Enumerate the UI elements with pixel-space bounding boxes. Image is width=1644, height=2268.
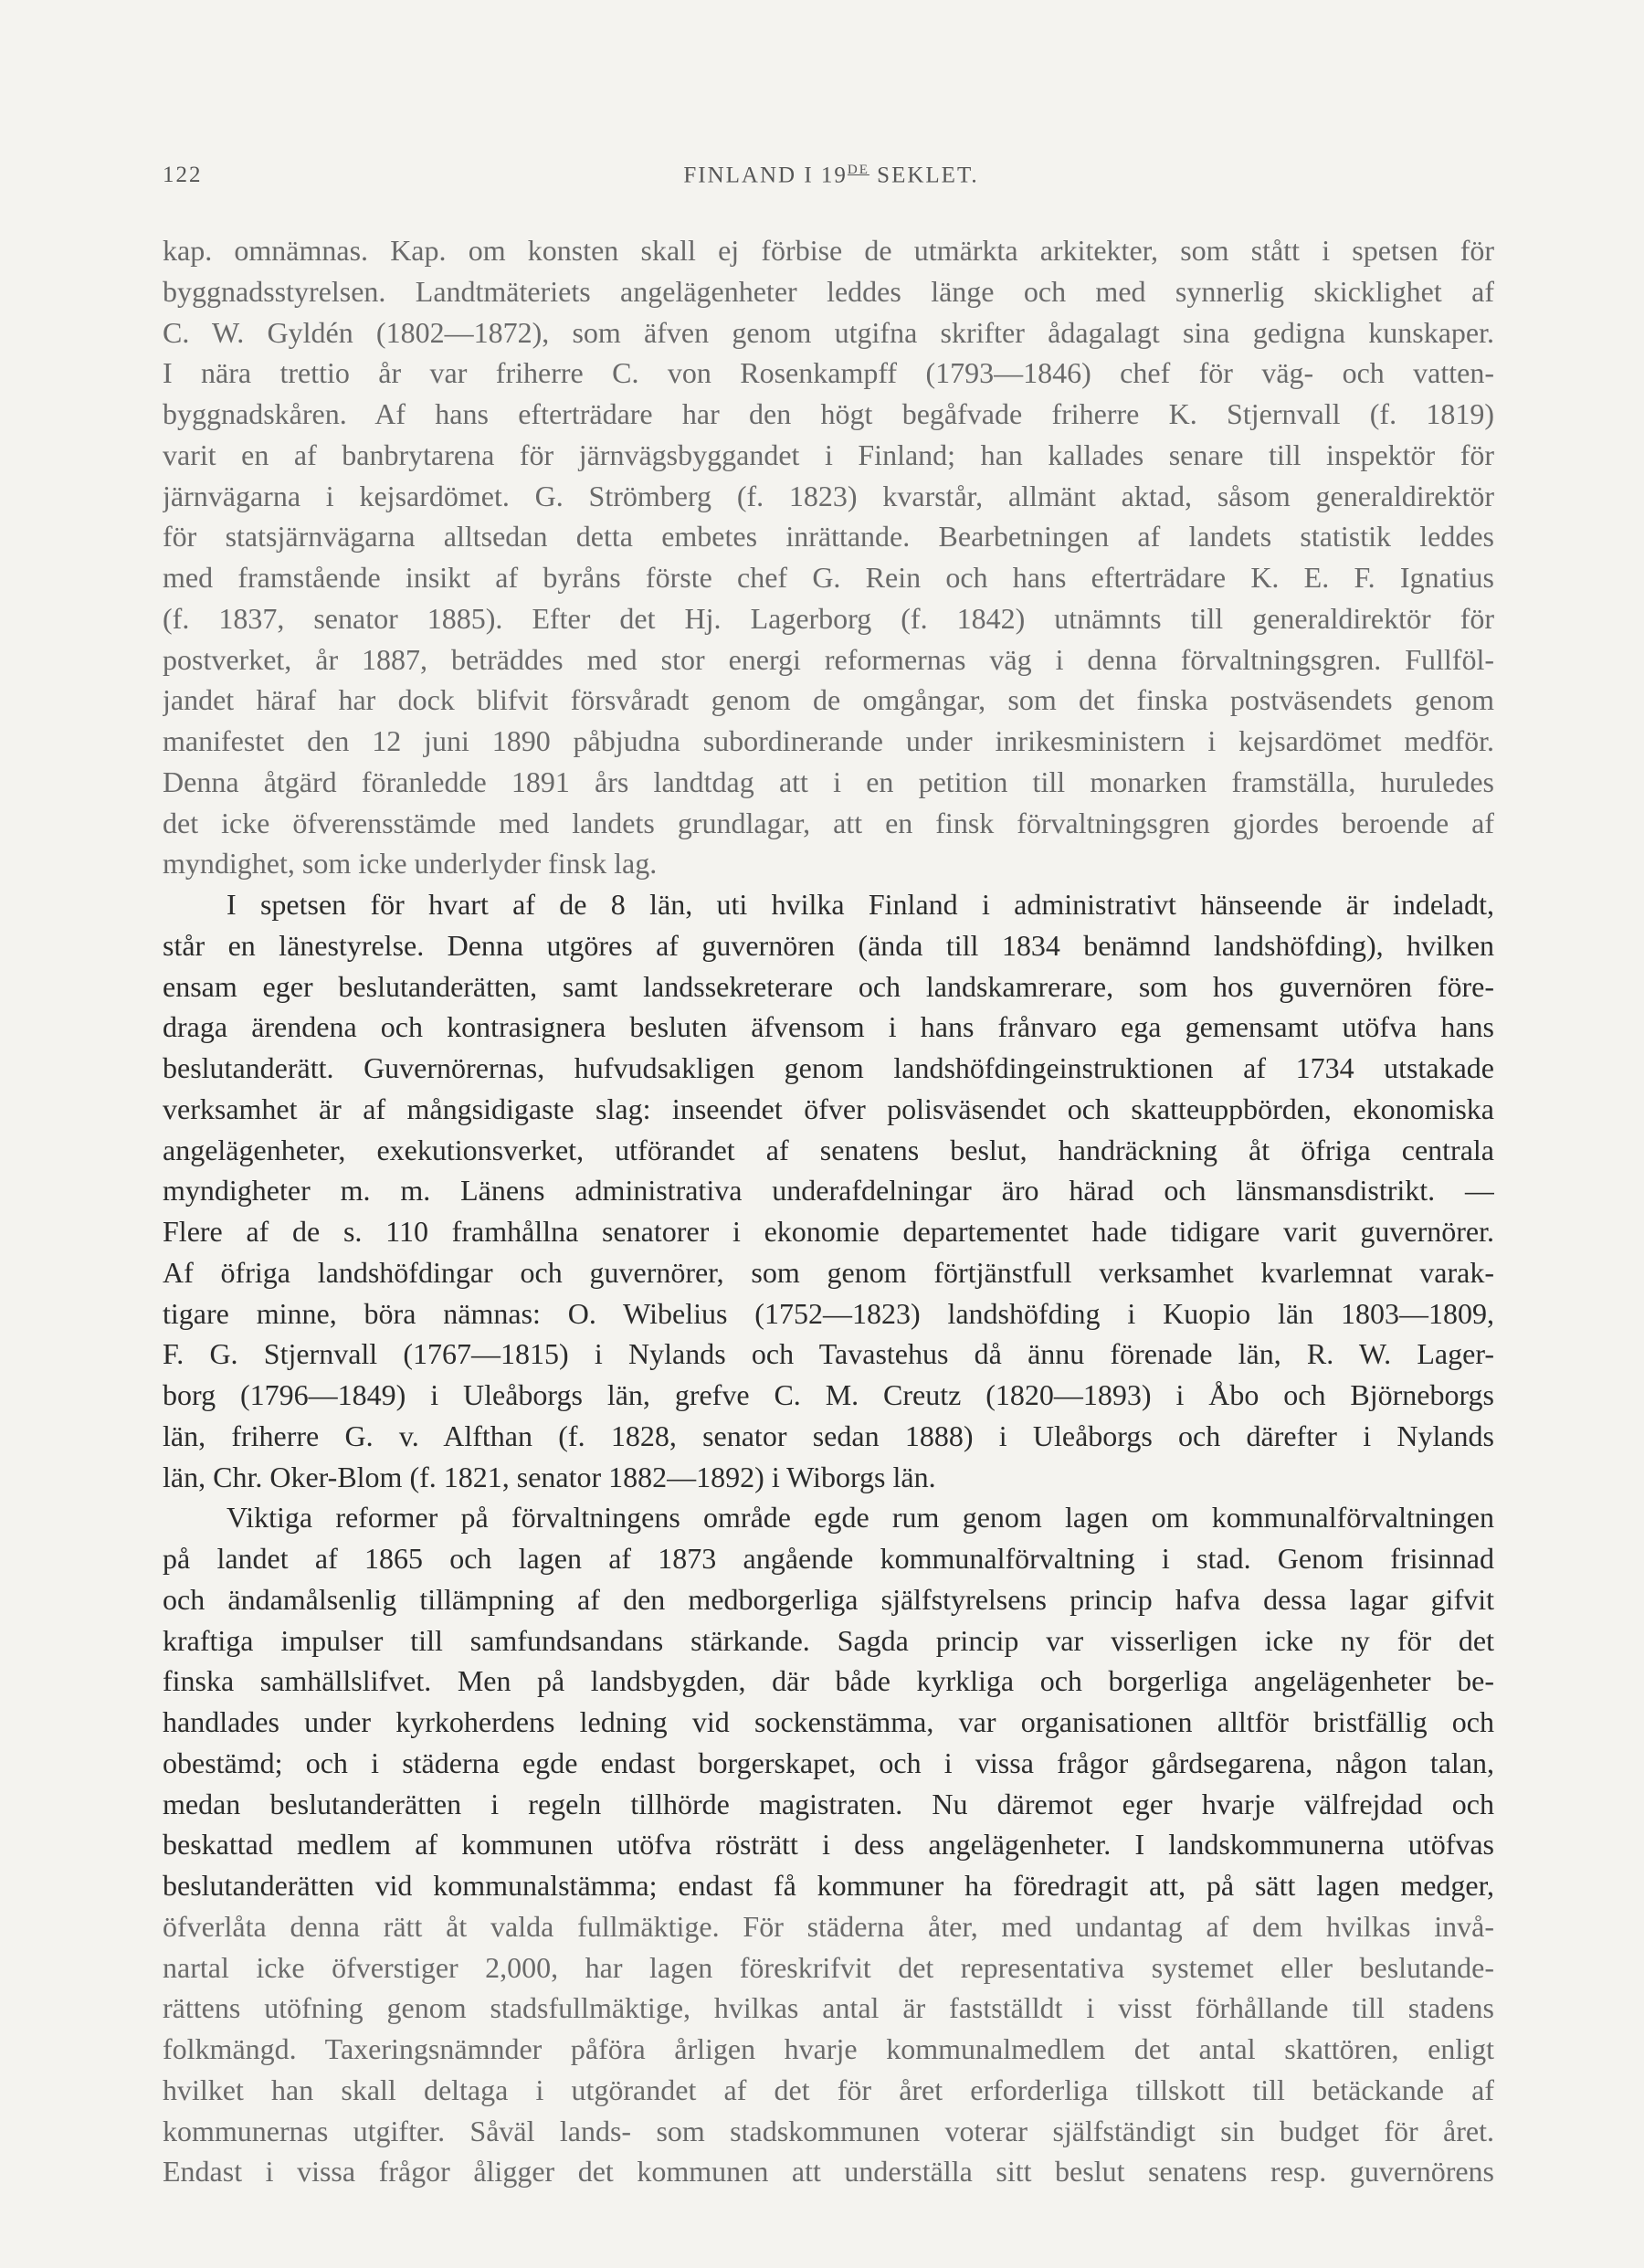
text-line: och ändamålsenlig tillämpning af den medborgerliga själfstyrelsens princip hafva dessa lagar gifvit xyxy=(163,1582,1494,1616)
running-title-superscript: DE xyxy=(847,163,869,177)
text-line: I nära trettio år var friherre C. von Rosenkampff (1793—1846) chef för väg- och vatten- xyxy=(163,356,1494,390)
text-line: beslutanderätt. Guvernörernas, hufvudsakligen genom landshöfdingeinstruktionen af 1734 utstakade xyxy=(163,1051,1494,1084)
text-line: myndighet, som icke underlyder finsk lag. xyxy=(163,847,658,881)
text-line: Flere af de s. 110 framhållna senatorer i ekonomie departementet hade tidigare varit guvernörer. xyxy=(163,1215,1494,1248)
text-line: Denna åtgärd föranledde 1891 års landtdag att i en petition till monarken framställa, huruledes xyxy=(163,765,1494,798)
text-line: I spetsen för hvart af de 8 län, uti hvilka Finland i administrativt hänseende är indeladt, xyxy=(227,888,1494,921)
text-line: C. W. Gyldén (1802—1872), som äfven genom utgifna skrifter ådagalagt sina gedigna kunskaper. xyxy=(163,315,1494,349)
text-line: myndigheter m. m. Länens administrativa underafdelningar äro härad och länsmansdistrikt. — xyxy=(163,1174,1494,1208)
text-line: tigare minne, böra nämnas: O. Wibelius (1752—1823) landshöfding i Kuopio län 1803—1809, xyxy=(163,1296,1494,1330)
text-line: medan beslutanderätten i regeln tillhörde magistraten. Nu däremot eger hvarje välfrejdad och xyxy=(163,1787,1494,1820)
text-line: med framstående insikt af byråns förste chef G. Rein och hans efterträdare K. E. F. Ignatius xyxy=(163,561,1494,594)
text-line: folkmängd. Taxeringsnämnder påföra årligen hvarje kommunalmedlem det antal skattören, enligt xyxy=(163,2032,1494,2065)
text-line: står en länestyrelse. Denna utgöres af guvernören (ända till 1834 benämnd landshöfding), hvilken xyxy=(163,928,1494,962)
running-title-suffix: SEKLET. xyxy=(869,163,979,188)
text-line: obestämd; och i städerna egde endast borgerskapet, och i vissa frågor gårdsegarena, någon talan, xyxy=(163,1746,1494,1779)
text-line: postverket, år 1887, beträddes med stor energi reformernas väg i denna förvaltningsgren. Fullföl- xyxy=(163,642,1494,676)
text-line: län, friherre G. v. Alfthan (f. 1828, senator sedan 1888) i Uleåborgs och därefter i Nylands xyxy=(163,1419,1494,1452)
text-line: järnvägarna i kejsardömet. G. Strömberg (f. 1823) kvarstår, allmänt aktad, såsom generaldirektör xyxy=(163,479,1494,512)
text-line: län, Chr. Oker-Blom (f. 1821, senator 1882—1892) i Wiborgs län. xyxy=(163,1460,936,1493)
text-line: Af öfriga landshöfdingar och guvernörer, som genom förtjänstfull verksamhet kvarlemnat varak- xyxy=(163,1255,1494,1289)
text-line: öfverlåta denna rätt åt valda fullmäktige. För städerna åter, med undantag af dem hvilkas invå- xyxy=(163,1909,1494,1943)
text-line: kap. omnämnas. Kap. om konsten skall ej förbise de utmärkta arkitekter, som stått i spetsen för xyxy=(163,234,1494,267)
text-line: jandet häraf har dock blifvit försvåradt genom de omgångar, som det finska postväsendets genom xyxy=(163,683,1494,717)
text-line: finska samhällslifvet. Men på landsbygden, där både kyrkliga och borgerliga angelägenheter be- xyxy=(163,1664,1494,1698)
text-line: kommunernas utgifter. Såväl lands- som stadskommunen voterar själfständigt sin budget för året. xyxy=(163,2114,1494,2147)
text-line: byggnadskåren. Af hans efterträdare har den högt begåfvade friherre K. Stjernvall (f. 1819) xyxy=(163,397,1494,430)
text-line: ensam eger beslutanderätten, samt landssekreterare och landskamrerare, som hos guvernören före- xyxy=(163,969,1494,1003)
text-line: F. G. Stjernvall (1767—1815) i Nylands och Tavastehus då ännu förenade län, R. W. Lager- xyxy=(163,1337,1494,1371)
text-line: manifestet den 12 juni 1890 påbjudna subordinerande under inrikesministern i kejsardömet medför. xyxy=(163,724,1494,757)
text-line: draga ärendena och kontrasignera besluten äfvensom i hans frånvaro ega gemensamt utöfva hans xyxy=(163,1010,1494,1044)
text-line: för statsjärnvägarna alltsedan detta embetes inrättande. Bearbetningen af landets statistik leddes xyxy=(163,520,1494,554)
text-line: på landet af 1865 och lagen af 1873 angående kommunalförvaltning i stad. Genom frisinnad xyxy=(163,1542,1494,1575)
text-line: beslutanderätten vid kommunalstämma; endast få kommuner ha föredragit att, på sätt lagen medger, xyxy=(163,1869,1494,1902)
text-line xyxy=(163,2192,1494,2233)
running-title xyxy=(163,163,1500,188)
text-line: borg (1796—1849) i Uleåborgs län, grefve C. M. Creutz (1820—1893) i Åbo och Björneborgs xyxy=(163,1378,1494,1411)
text-line: (f. 1837, senator 1885). Efter det Hj. Lagerborg (f. 1842) utnämnts till generaldirektör för xyxy=(163,601,1494,635)
text-line: nartal icke öfverstiger 2,000, har lagen föreskrifvit det representativa systemet eller beslutande- xyxy=(163,1950,1494,1984)
running-title-text: FINLAND I 19 xyxy=(683,163,848,188)
text-line: angelägenheter, exekutionsverket, utförandet af senatens beslut, handräckning åt öfriga centrala xyxy=(163,1133,1494,1166)
running-header xyxy=(163,163,1500,199)
text-line: rättens utöfning genom stadsfullmäktige, hvilkas antal är fastställdt i visst förhållande till stadens xyxy=(163,1991,1494,2025)
text-line: handlades under kyrkoherdens ledning vid sockenstämma, var organisationen alltför bristfällig och xyxy=(163,1705,1494,1738)
text-line: hvilket han skall deltaga i utgörandet af det för året erforderliga tillskott till betäckande af xyxy=(163,2073,1494,2106)
text-line: byggnadsstyrelsen. Landtmäteriets angelägenheter leddes länge och med synnerlig skicklighet af xyxy=(163,274,1494,308)
text-line: beskattad medlem af kommunen utöfva rösträtt i dess angelägenheter. I landskommunerna utöfvas xyxy=(163,1828,1494,1862)
body-text xyxy=(163,230,1494,2233)
text-line: Endast i vissa frågor åligger det kommunen att underställa sitt beslut senatens resp. guvernörens xyxy=(163,2155,1494,2189)
text-line: varit en af banbrytarena för järnvägsbyggandet i Finland; han kallades senare till inspektör för xyxy=(163,438,1494,471)
text-line: det icke öfverensstämde med landets grundlagar, att en finsk förvaltningsgren gjordes beroende af xyxy=(163,806,1494,839)
text-line: Viktiga reformer på förvaltningens område egde rum genom lagen om kommunalförvaltningen xyxy=(227,1501,1494,1535)
text-line: kraftiga impulser till samfundsandans stärkande. Sagda princip var visserligen icke ny för det xyxy=(163,1623,1494,1657)
text-line: verksamhet är af mångsidigaste slag: inseendet öfver polisväsendet och skatteuppbörden, ekonomiska xyxy=(163,1092,1494,1125)
page-number: 122 xyxy=(163,163,203,187)
